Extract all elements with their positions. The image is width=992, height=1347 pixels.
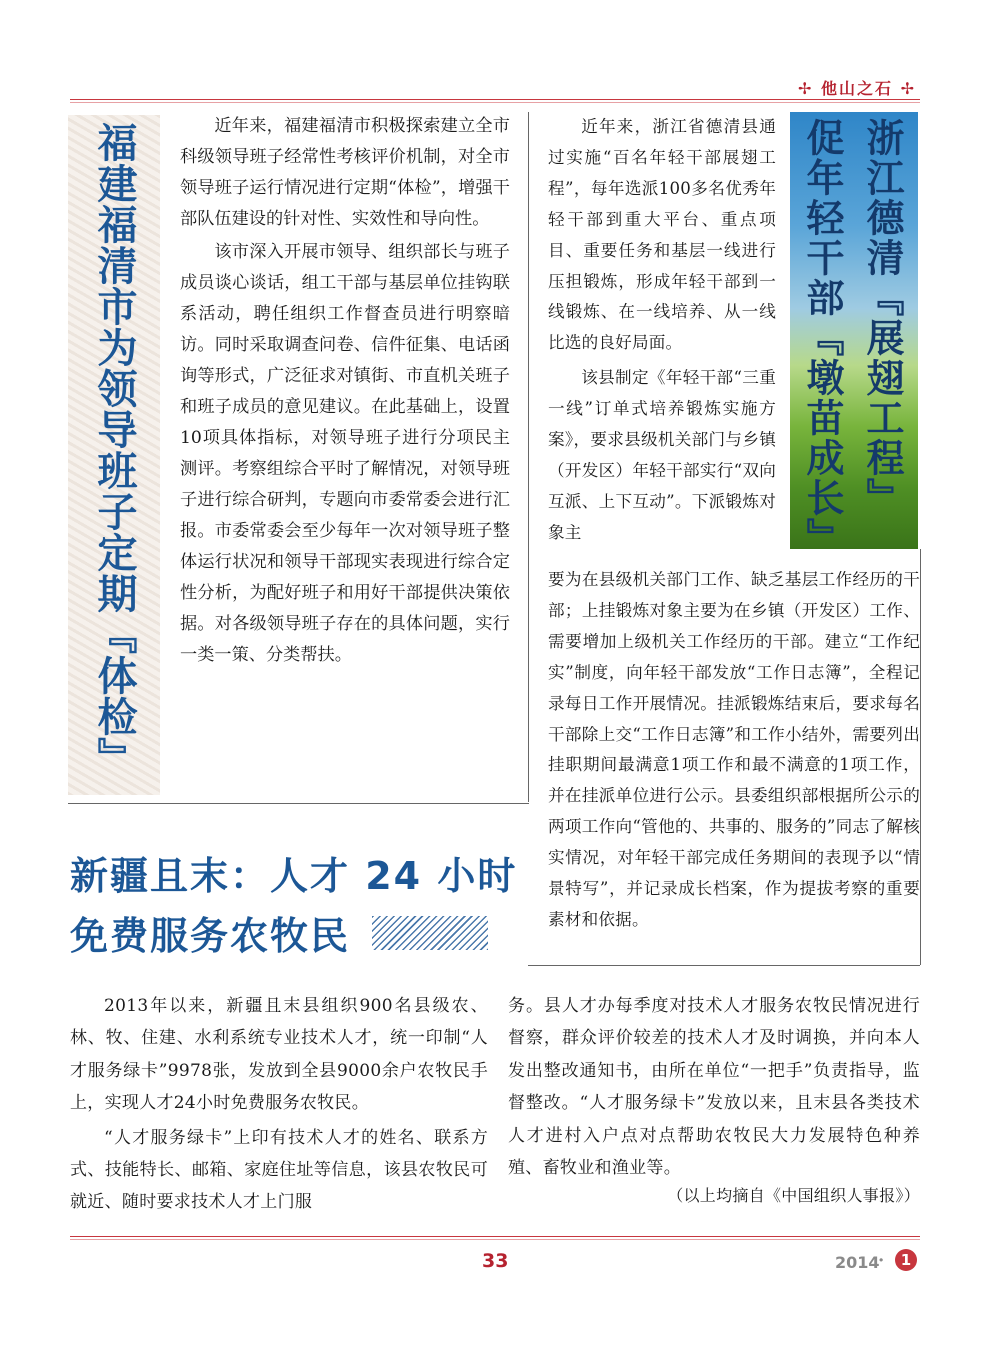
article3-paragraph: “人才服务绿卡”上印有技术人才的姓名、联系方式、技能特长、邮箱、家庭住址等信息，该县农牧民可就近、随时要求技术人才上门服 <box>70 1127 488 1213</box>
source-note: （以上均摘自《中国组织人事报》） <box>667 1186 920 1206</box>
article1-paragraph: 该市深入开展市领导、组织部长与班子成员谈心谈话，组工干部与基层单位挂钩联系活动，聘任组织工作督查员进行明察暗访。同时采取调查问卷、信件征集、电话函询等形式，广泛征求对镇街、市直机关班子和班子成员的意见建议。在此基础上，设置10项具体指标，对领导班子进行分项民主测评。考察组综合平时了解情况，对领导班子进行综合研判，专题向市委常委会进行汇报。市委常委会至少每年一次对领导班子整体运行状况和领导干部现实表现进行综合定性分析，为配好班子和用好干部提供决策依据。对各级领导班子存在的具体问题，实行一类一策、分类帮扶。 <box>180 242 510 665</box>
section-label: ✢ 他山之石 ✢ <box>798 79 916 98</box>
article2-title: 浙江德清『展翅工程』促年轻干部『墩苗成长』 <box>800 118 904 558</box>
article1-body <box>180 111 510 671</box>
title-hatch-decoration <box>372 916 488 950</box>
article1-title: 福建福清市为领导班子定期『体检』 <box>91 122 137 778</box>
footer-rule <box>70 1236 920 1237</box>
article2-right-rule <box>920 549 921 965</box>
article2-paragraph: 近年来，浙江省德清县通过实施“百名年轻干部展翅工程”，每年选派100多名优秀年轻干部到重大平台、重点项目、重要任务和基层一线进行压担锻炼，形成年轻干部到一线锻炼、在一线培养、从一线比选的良好局面。 <box>548 117 776 353</box>
article2-paragraph-continued: 要为在县级机关部门工作、缺乏基层工作经历的干部；上挂锻炼对象主要为在乡镇（开发区）工作、需要增加上级机关工作经历的干部。建立“工作纪实”制度，向年轻干部发放“工作日志簿”，全程记录每日工作开展情况。挂派锻炼结束后，要求每名干部除上交“工作日志簿”和工作小结外，需要列出挂职期间最满意1项工作和最不满意的1项工作，并在挂派单位进行公示。县委组织部根据所公示的两项工作向“管他的、共事的、服务的”同志了解核实情况，对年轻干部完成任务期间的表现予以“情景特写”，并记录成长档案，作为提拔考察的重要素材和依据。 <box>548 570 920 929</box>
article3-paragraph-continued: 务。县人才办每季度对技术人才服务农牧民情况进行督察，群众评价较差的技术人才及时调换，并向本人发出整改通知书，由所在单位“一把手”负责指导，监督整改。“人才服务绿卡”发放以来，且末县各类技术人才进村入户点对点帮助农牧民大力发展特色种养殖、畜牧业和渔业等。 <box>508 996 920 1179</box>
article1-paragraph: 近年来，福建福清市积极探索建立全市科级领导班子经常性考核评价机制，对全市领导班子运行情况进行定期“体检”，增强干部队伍建设的针对性、实效性和导向性。 <box>180 116 510 229</box>
article2-paragraph: 该县制定《年轻干部“三重一线”订单式培养锻炼实施方案》，要求县级机关部门与乡镇（开发区）年轻干部实行“双向互派、上下互动”。下派锻炼对象主 <box>548 368 776 542</box>
article3-column2 <box>508 990 920 1213</box>
article3-title-line2: 免费服务农牧民 <box>70 914 351 958</box>
footer-rule-secondary <box>70 1239 920 1240</box>
header-rule-secondary <box>70 102 920 103</box>
page-number: 33 <box>482 1250 509 1272</box>
issue-number-badge: 1 <box>895 1249 917 1271</box>
article3-paragraph: 2013年以来，新疆且末县组织900名县级农、林、牧、住建、水利系统专业技术人才，统一印制“人才服务绿卡”9978张，发放到全县9000余户农牧民手上，实现人才24小时免费服务农牧民。 <box>70 996 488 1114</box>
article-divider <box>68 803 529 804</box>
article3-column1 <box>70 990 488 1219</box>
header-rule <box>70 99 920 100</box>
issue-year: 2014 <box>835 1253 880 1272</box>
article3-title-line1: 新疆且末：人才 24 小时 <box>70 854 518 898</box>
article2-body-narrow <box>548 112 776 549</box>
issue-separator: · <box>878 1250 885 1271</box>
column-divider <box>528 112 529 802</box>
article2-bottom-rule <box>528 965 920 966</box>
article2-body-wide <box>548 565 920 936</box>
